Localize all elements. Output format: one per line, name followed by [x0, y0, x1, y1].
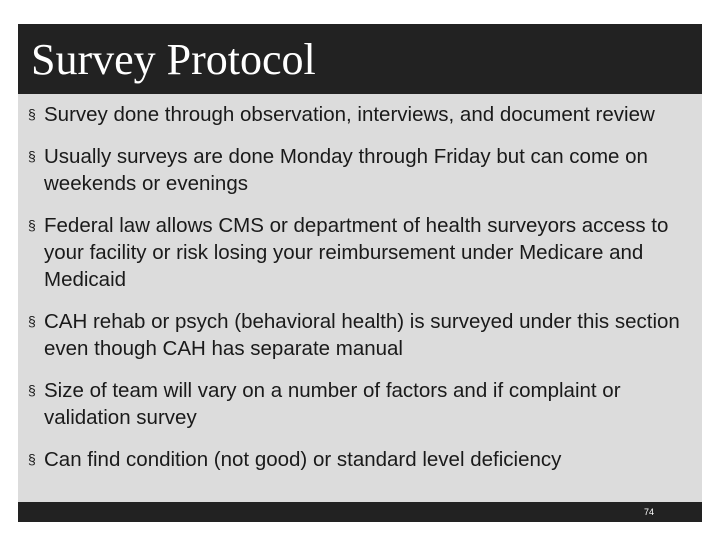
bullet-marker-icon: § — [28, 382, 36, 398]
bullet-item-1 — [26, 101, 696, 128]
bullet-item-4 — [26, 308, 696, 362]
bullet-text: Size of team will vary on a number of factors and if complaint or validation survey — [44, 379, 621, 429]
bullet-item-2 — [26, 143, 696, 197]
bullet-marker-icon: § — [28, 451, 36, 467]
bullet-item-6 — [26, 446, 696, 473]
bullet-marker-icon: § — [28, 217, 36, 233]
bullet-text: Can find condition (not good) or standard level deficiency — [44, 448, 562, 471]
bullet-text: Survey done through observation, interviews, and document review — [44, 103, 655, 126]
bullet-marker-icon: § — [28, 313, 36, 329]
bullet-text: CAH rehab or psych (behavioral health) is surveyed under this section even though CAH has separate manual — [44, 310, 680, 360]
page-number: 74 — [643, 507, 654, 517]
bullet-item-5 — [26, 377, 696, 431]
bullet-list — [26, 101, 696, 488]
bullet-text: Federal law allows CMS or department of health surveyors access to your facility or risk losing your reimbursement under Medicare and Medicaid — [44, 214, 669, 291]
footer-bar — [18, 502, 702, 522]
bullet-marker-icon: § — [28, 106, 36, 122]
title-bar — [18, 24, 702, 94]
bullet-marker-icon: § — [28, 148, 36, 164]
bullet-text: Usually surveys are done Monday through Friday but can come on weekends or evenings — [44, 145, 648, 195]
slide — [18, 24, 702, 522]
slide-title: Survey Protocol — [31, 35, 316, 84]
bullet-item-3 — [26, 212, 696, 293]
